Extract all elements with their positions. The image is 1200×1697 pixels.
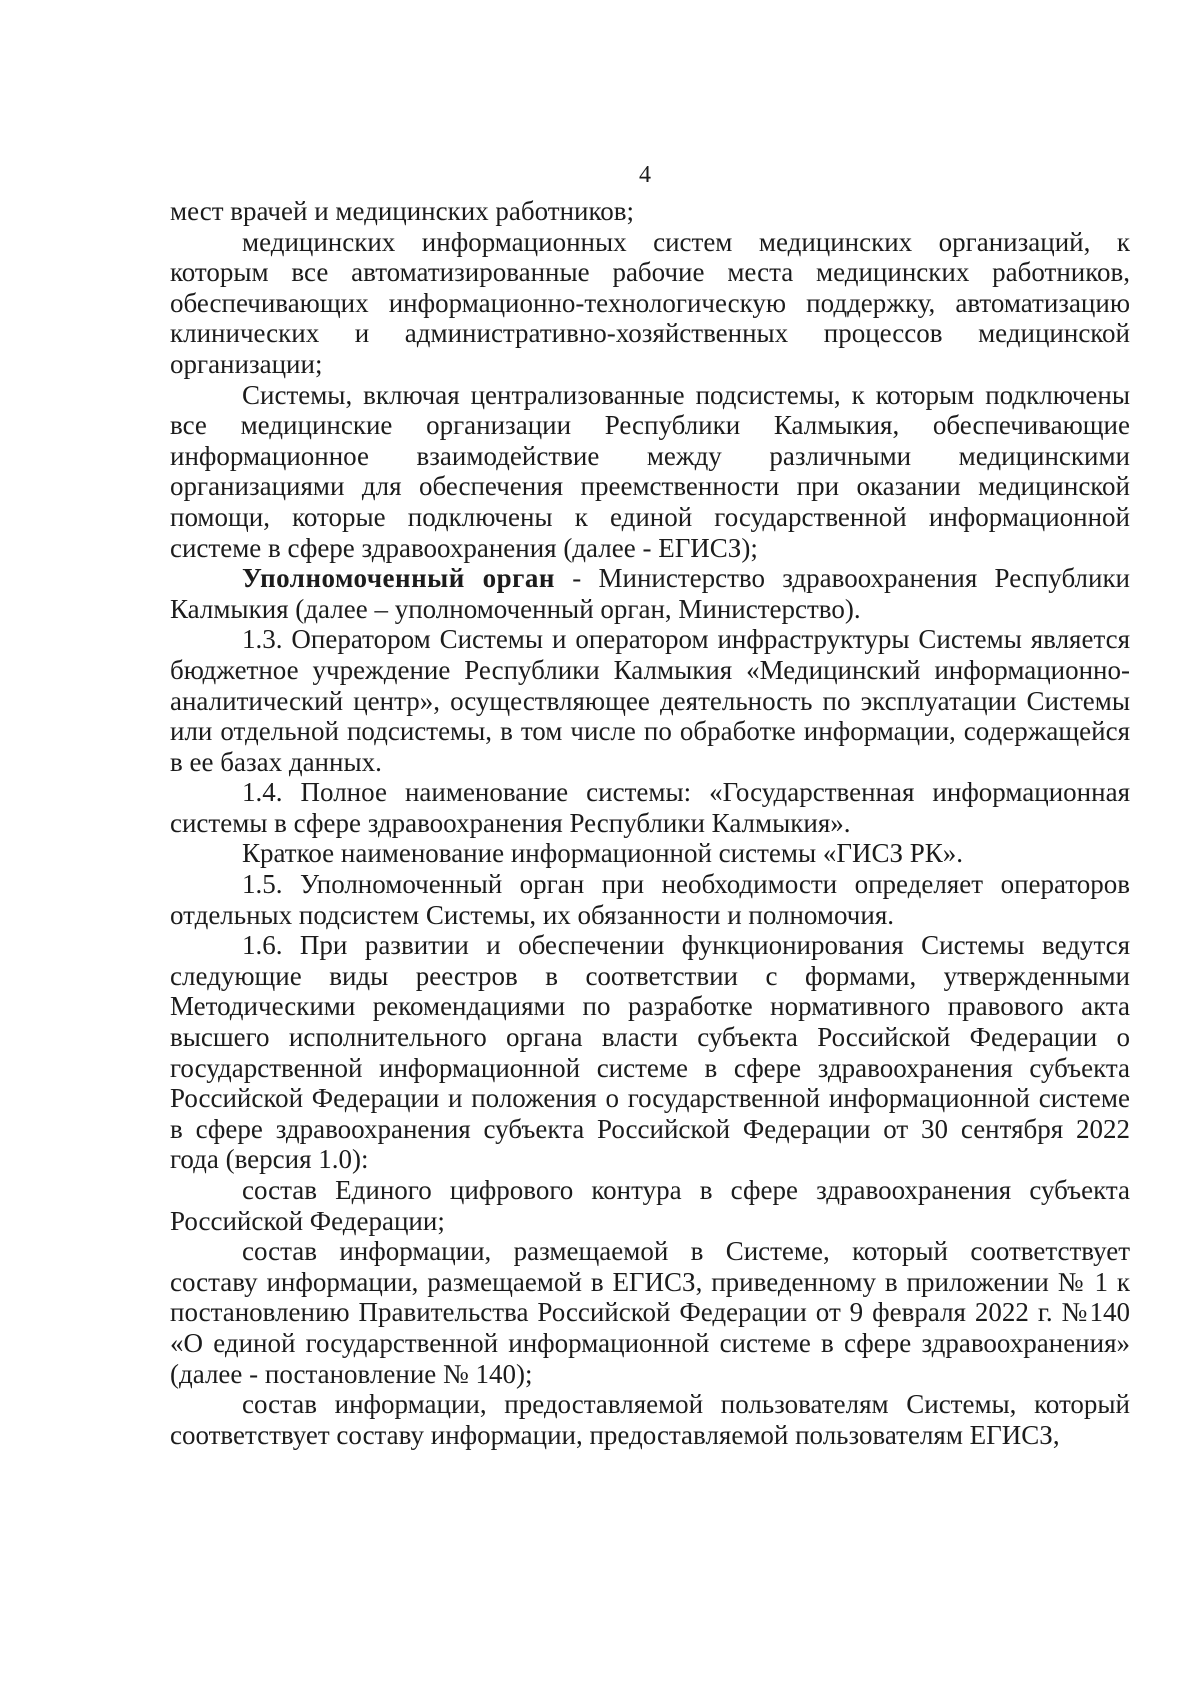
paragraph: 1.5. Уполномоченный орган при необходимости определяет операторов отдельных подсистем Системы, их обязанности и полномочия. xyxy=(170,869,1130,930)
defined-term: Уполномоченный орган xyxy=(242,563,555,594)
paragraph: 1.6. При развитии и обеспечении функционирования Системы ведутся следующие виды реестров в соответствии с формами, утвержденными Методическими рекомендациями по разработке нормативного правового акта высшего исполнительного органа власти субъекта Российской Федерации о государственной информационной системе в сфере здравоохранения субъекта Российской Федерации и положения о государственной информационной системе в сфере здравоохранения субъекта Российской Федерации от 30 сентября 2022 года (версия 1.0): xyxy=(170,930,1130,1175)
document-body xyxy=(170,196,1130,1450)
paragraph: мест врачей и медицинских работников; xyxy=(170,196,634,226)
paragraph: состав Единого цифрового контура в сфере здравоохранения субъекта Российской Федерации; xyxy=(170,1175,1130,1236)
paragraph: медицинских информационных систем медицинских организаций, к которым все автоматизированные рабочие места медицинских работников, обеспечивающих информационно-технологическую поддержку, автоматизацию клинических и административно-хозяйственных процессов медицинской организации; xyxy=(170,226,1130,379)
paragraph: состав информации, размещаемой в Системе, который соответствует составу информации, размещаемой в ЕГИСЗ, приведенному в приложении № 1 к постановлению Правительства Российской Федерации от 9 февраля 2022 г. №140 «О единой государственной информационной системе в сфере здравоохранения» (далее - постановление № 140); xyxy=(170,1236,1130,1389)
paragraph xyxy=(170,563,1130,624)
paragraph: 1.3. Оператором Системы и оператором инфраструктуры Системы является бюджетное учреждение Республики Калмыкия «Медицинский информационно-аналитический центр», осуществляющее деятельность по эксплуатации Системы или отдельной подсистемы, в том числе по обработке информации, содержащейся в ее базах данных. xyxy=(170,624,1130,777)
paragraph: Системы, включая централизованные подсистемы, к которым подключены все медицинские организации Республики Калмыкия, обеспечивающие информационное взаимодействие между различными медицинскими организациями для обеспечения преемственности при оказании медицинской помощи, которые подключены к единой государственной информационной системе в сфере здравоохранения (далее - ЕГИСЗ); xyxy=(170,379,1130,563)
paragraph-text: - Министерство здравоохранения Республики Калмыкия (далее – уполномоченный орган, Министерство). xyxy=(170,563,1131,624)
paragraph: Краткое наименование информационной системы «ГИСЗ РК». xyxy=(242,838,964,869)
paragraph: 1.4. Полное наименование системы: «Государственная информационная системы в сфере здравоохранения Республики Калмыкия». xyxy=(170,777,1130,838)
paragraph: состав информации, предоставляемой пользователям Системы, который соответствует составу информации, предоставляемой пользователям ЕГИСЗ, xyxy=(170,1389,1130,1450)
page-number: 4 xyxy=(639,162,651,188)
